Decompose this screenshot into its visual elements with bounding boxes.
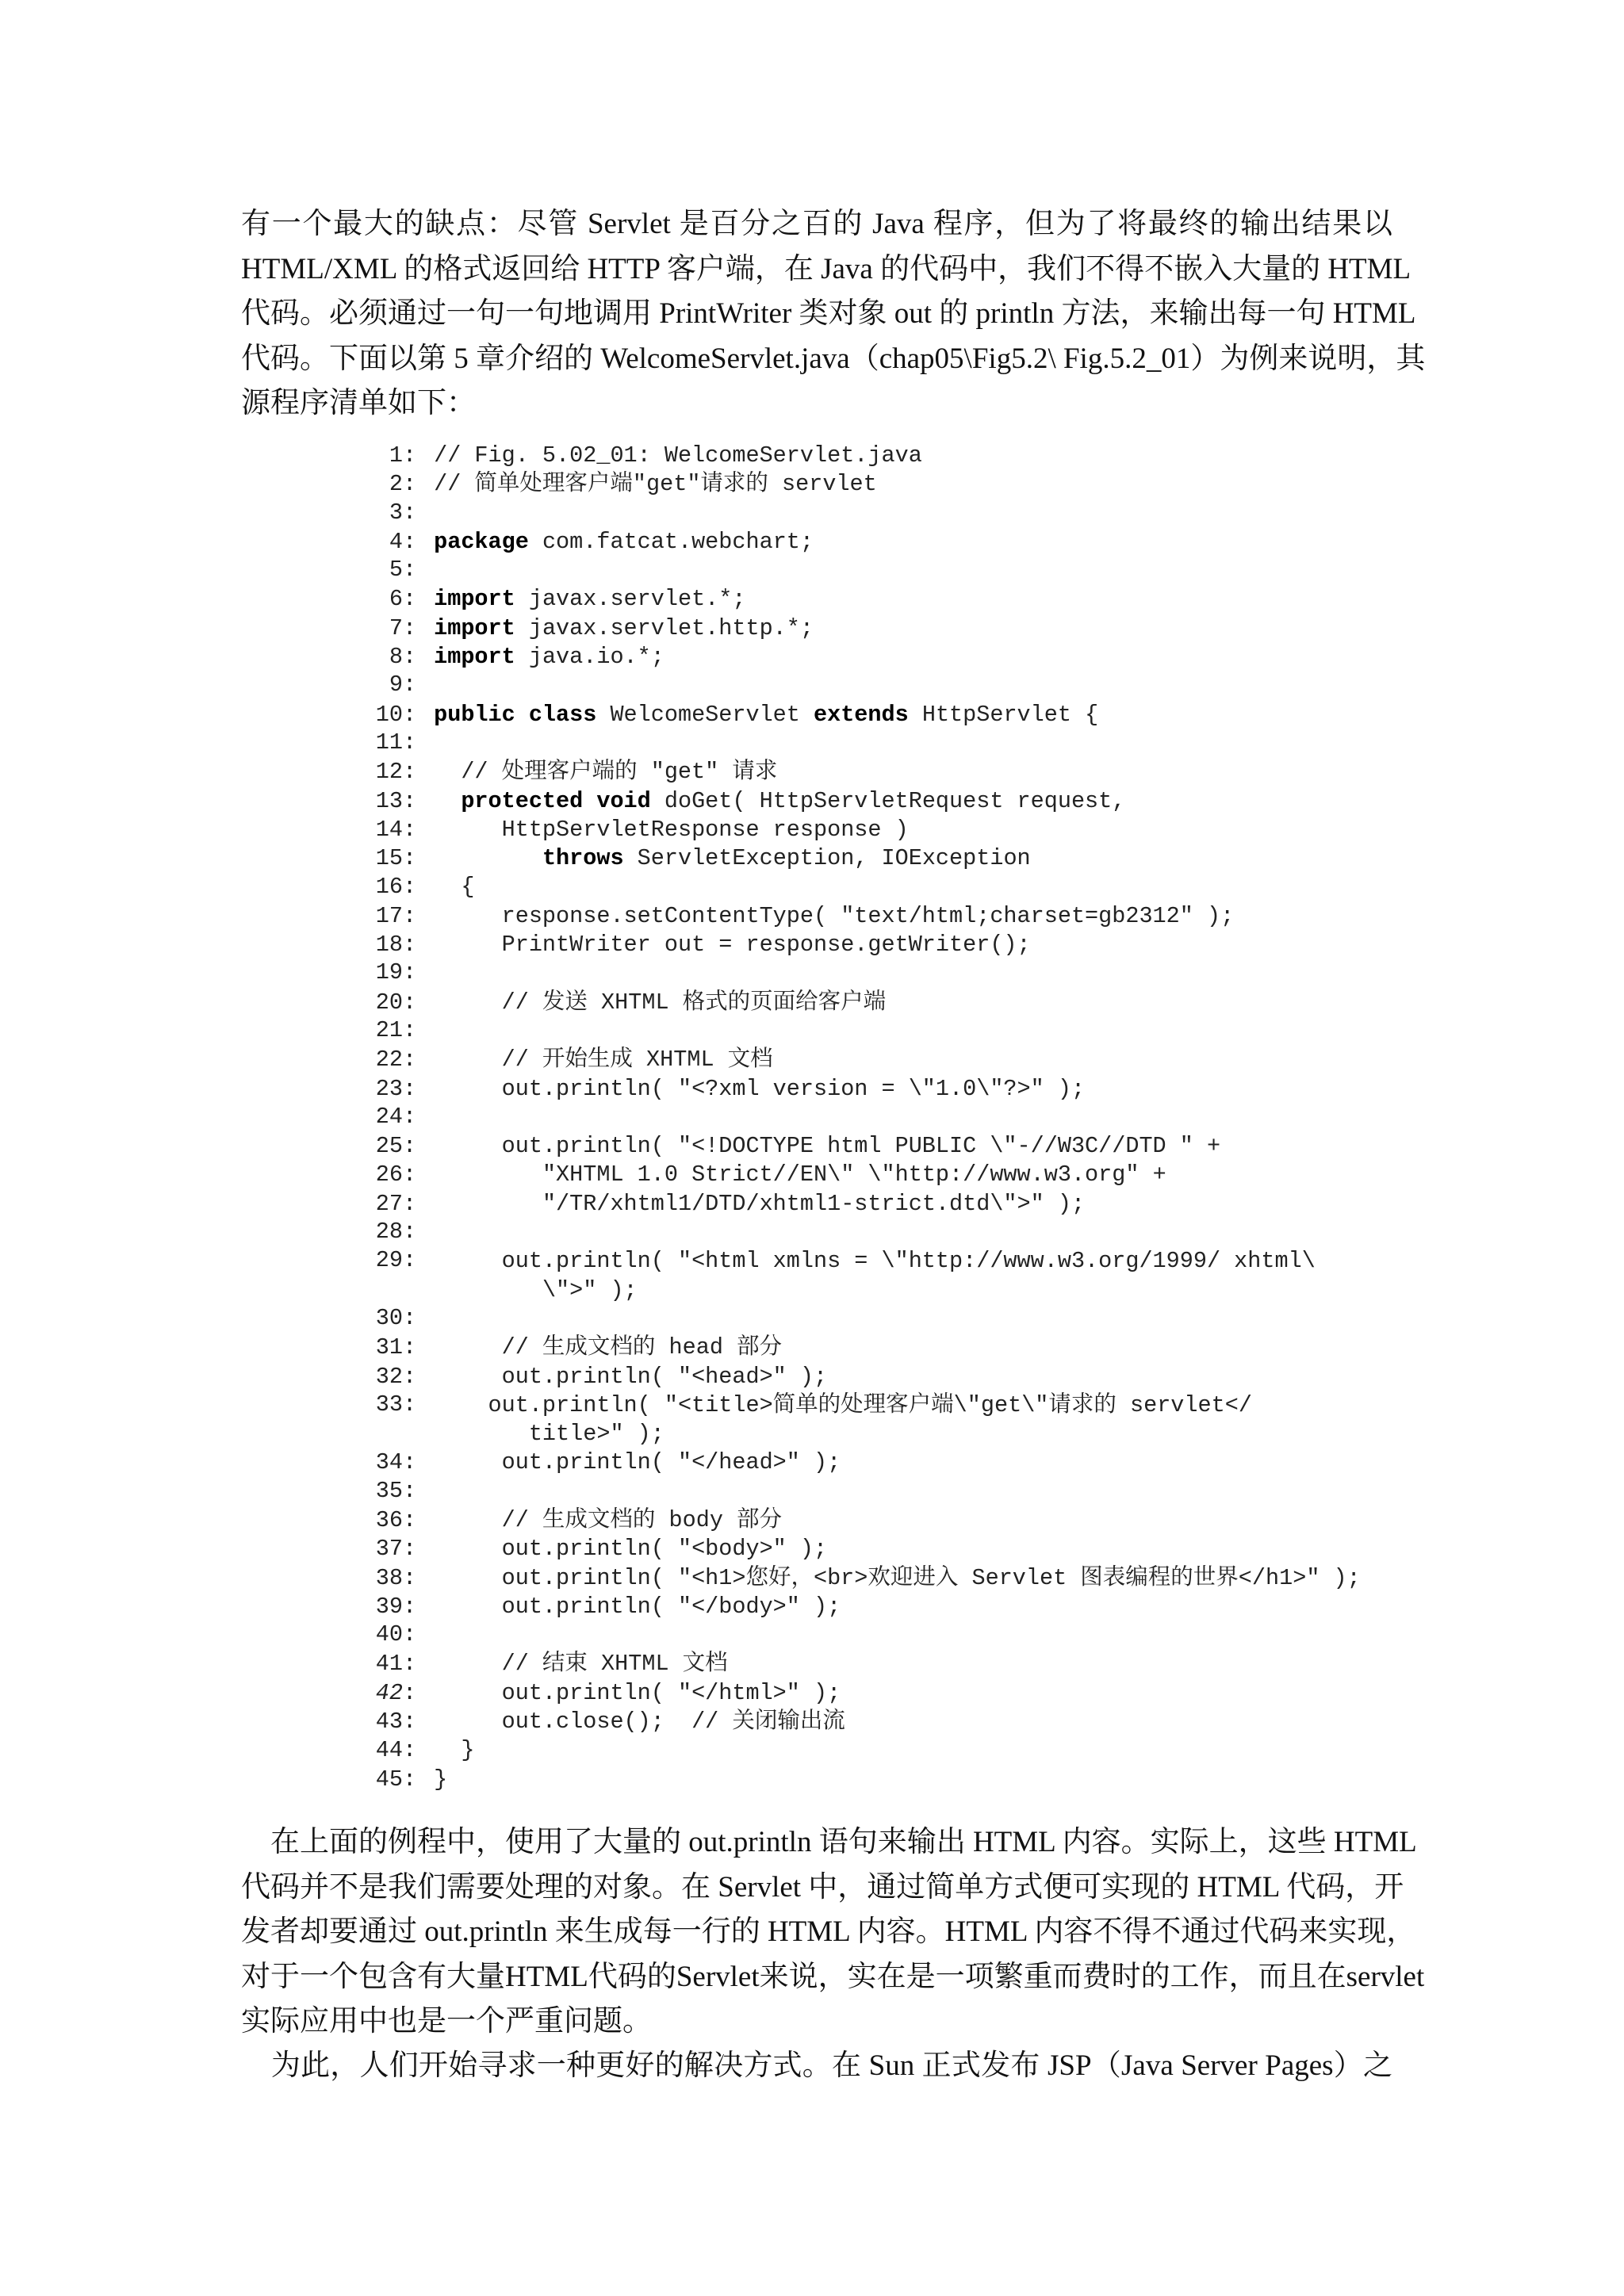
code-line <box>349 1535 1396 1563</box>
line-number-colon: : <box>403 1304 417 1331</box>
line-number: 10 <box>375 701 403 728</box>
line-number-colon: : <box>403 614 417 641</box>
line-number: 3 <box>389 499 403 526</box>
code-keyword: protected void <box>461 787 651 814</box>
line-number-colon: : <box>403 701 417 728</box>
line-number: 21 <box>375 1016 403 1043</box>
code-line <box>349 758 1396 786</box>
line-number: 18 <box>375 932 403 959</box>
code-content: out.println( "<head>" ); <box>420 1363 828 1390</box>
code-content: // 简单处理客户端"get"请求的 servlet <box>420 471 877 498</box>
line-number-colon: : <box>403 644 417 671</box>
code-line <box>349 1247 1396 1305</box>
code-line <box>349 470 1396 499</box>
line-number-colon: : <box>403 959 417 986</box>
code-line <box>349 1506 1396 1535</box>
code-line <box>349 1104 1396 1132</box>
code-content: out.close(); // 关闭输出流 <box>420 1709 845 1735</box>
code-line <box>349 1391 1396 1449</box>
code-text <box>420 1334 782 1362</box>
line-number: 30 <box>375 1304 403 1331</box>
code-text <box>420 701 1098 729</box>
line-number-colon: : <box>403 845 417 872</box>
code-content: out.println( "</body>" ); <box>420 1593 841 1620</box>
code-content: out.println( "<title>简单的处理客户端\"get\"请求的 servlet</ title>" ); <box>488 1391 1252 1448</box>
code-line <box>349 442 1396 470</box>
code-line <box>349 1075 1396 1104</box>
line-number-colon: : <box>403 557 417 584</box>
line-number-colon: : <box>403 1737 417 1764</box>
code-keyword: import <box>434 614 515 641</box>
line-number: 29 <box>375 1247 403 1274</box>
code-line <box>349 729 1396 758</box>
line-number: 35 <box>375 1477 403 1504</box>
code-content: } <box>420 1737 475 1764</box>
code-listing <box>349 442 1396 1794</box>
code-text <box>420 931 1031 959</box>
line-number: 41 <box>375 1651 403 1678</box>
line-number: 16 <box>375 874 403 901</box>
code-line <box>349 873 1396 901</box>
line-number: 31 <box>375 1334 403 1361</box>
code-text <box>420 1506 782 1535</box>
code-keyword: import <box>434 644 515 671</box>
code-text <box>420 1535 827 1563</box>
code-text <box>420 470 877 499</box>
line-number: 38 <box>375 1564 403 1591</box>
code-text <box>420 902 1234 931</box>
discussion-line: 发者却要通过 out.println 来生成每一行的 HTML 内容。HTML 内容不得不通过代码来实现， <box>241 1915 1416 1948</box>
code-line <box>349 1564 1396 1593</box>
line-number-colon: : <box>403 1103 417 1130</box>
line-number: 11 <box>375 729 403 756</box>
line-number: 9 <box>389 672 403 698</box>
code-line <box>349 614 1396 643</box>
code-line <box>349 557 1396 585</box>
line-number: 20 <box>375 989 403 1016</box>
code-content: // 开始生成 XHTML 文档 <box>420 1047 773 1073</box>
line-number-colon: : <box>403 1477 417 1504</box>
line-number-colon: : <box>403 1709 417 1735</box>
code-text <box>420 816 909 844</box>
code-content: java.io.*; <box>515 644 665 671</box>
code-content: javax.servlet.http.*; <box>515 614 814 641</box>
code-line <box>349 1679 1396 1708</box>
intro-line: 代码。下面以第 5 章介绍的 WelcomeServlet.java（chap05\Fig5.2\ Fig.5.2_01）为例来说明，其 <box>241 342 1426 375</box>
line-number-colon: : <box>403 759 417 786</box>
line-number-colon: : <box>403 471 417 498</box>
code-text <box>420 1161 1166 1189</box>
line-number: 44 <box>375 1737 403 1764</box>
line-number-colon: : <box>403 1651 417 1678</box>
code-content: response.setContentType( "text/html;charset=gb2312" ); <box>420 902 1235 929</box>
line-number-colon: : <box>403 1247 417 1274</box>
code-content: "/TR/xhtml1/DTD/xhtml1-strict.dtd\">" ); <box>420 1190 1086 1217</box>
code-text <box>420 585 745 614</box>
code-line <box>349 1219 1396 1247</box>
line-number: 34 <box>375 1449 403 1476</box>
code-line <box>349 1305 1396 1334</box>
code-line <box>349 816 1396 844</box>
code-text <box>420 1679 841 1708</box>
code-content: HttpServletResponse response ) <box>420 816 909 843</box>
line-number-colon: : <box>403 528 417 555</box>
line-number: 24 <box>375 1103 403 1130</box>
code-text <box>420 614 814 643</box>
code-content: com.fatcat.webchart; <box>528 528 814 555</box>
code-content: } <box>420 1766 448 1793</box>
code-content: out.println( "<h1>您好，<br>欢迎进入 Servlet 图表编程的世界</h1>" ); <box>420 1564 1361 1591</box>
line-number-colon: : <box>403 442 417 469</box>
code-text <box>420 1708 845 1736</box>
line-number-colon: : <box>403 902 417 929</box>
line-number: 32 <box>375 1363 403 1390</box>
line-number-colon: : <box>403 787 417 814</box>
code-line <box>349 1132 1396 1161</box>
line-number: 36 <box>375 1506 403 1533</box>
line-number: 2 <box>389 471 403 498</box>
code-text <box>420 1190 1085 1219</box>
code-text <box>420 1766 447 1794</box>
code-text <box>420 1564 1361 1593</box>
code-content: out.println( "</html>" ); <box>420 1679 841 1706</box>
code-text <box>420 442 922 470</box>
code-text <box>420 1247 1316 1305</box>
line-number: 7 <box>389 614 403 641</box>
discussion-line: 对于一个包含有大量HTML代码的Servlet来说，实在是一项繁重而费时的工作，而且在servlet <box>241 1960 1425 1993</box>
code-keyword: package <box>434 528 529 555</box>
code-line <box>349 931 1396 959</box>
code-line <box>349 643 1396 672</box>
code-text <box>420 1593 841 1621</box>
line-number-colon: : <box>403 1564 417 1591</box>
code-text <box>420 758 777 786</box>
line-number: 40 <box>375 1621 403 1648</box>
discussion-line: 实际应用中也是一个严重问题。 <box>241 2005 652 2038</box>
code-content: javax.servlet.*; <box>515 586 746 613</box>
line-number-colon: : <box>403 1190 417 1217</box>
line-number-colon: : <box>403 1075 417 1102</box>
line-number: 6 <box>389 586 403 613</box>
line-number-colon: : <box>403 1363 417 1390</box>
code-line <box>349 1046 1396 1074</box>
code-content: out.println( "<?xml version = \"1.0\"?>" ); <box>420 1075 1086 1102</box>
code-line <box>349 844 1396 873</box>
code-text <box>420 1448 841 1477</box>
line-number-colon: : <box>403 1334 417 1361</box>
code-text <box>420 1391 1252 1449</box>
line-number-colon: : <box>403 1766 417 1793</box>
code-content: // 生成文档的 head 部分 <box>420 1334 783 1361</box>
code-text <box>420 989 886 1017</box>
line-number: 27 <box>375 1190 403 1217</box>
code-keyword: throws <box>542 845 624 872</box>
next-paragraph <box>241 2044 1392 2089</box>
code-content: PrintWriter out = response.getWriter(); <box>420 932 1031 959</box>
line-number-colon: : <box>403 1506 417 1533</box>
line-number-colon: : <box>403 729 417 756</box>
code-content: // 发送 XHTML 格式的页面给客户端 <box>420 989 887 1016</box>
code-line <box>349 989 1396 1017</box>
code-line <box>349 1766 1396 1794</box>
line-number-colon: : <box>403 1016 417 1043</box>
code-line <box>349 1190 1396 1219</box>
code-keyword: extends <box>814 701 909 728</box>
line-number-colon: : <box>403 1536 417 1563</box>
code-line <box>349 1363 1396 1391</box>
line-number-colon: : <box>403 989 417 1016</box>
code-line <box>349 959 1396 988</box>
line-number: 43 <box>375 1709 403 1735</box>
intro-paragraph <box>241 202 1426 427</box>
line-number: 19 <box>375 959 403 986</box>
line-number: 33 <box>375 1391 403 1418</box>
code-content: { <box>420 874 475 901</box>
code-text <box>420 643 665 672</box>
code-line <box>349 1621 1396 1650</box>
code-content: HttpServlet { <box>908 701 1099 728</box>
code-content: out.println( "</head>" ); <box>420 1449 841 1476</box>
code-line <box>349 1708 1396 1736</box>
code-line <box>349 1161 1396 1189</box>
code-content: out.println( "<!DOCTYPE html PUBLIC \"-//W3C//DTD " + <box>420 1133 1221 1160</box>
code-content: out.println( "<html xmlns = \"http://www.w3.org/1999/ xhtml\ \">" ); <box>501 1248 1316 1303</box>
line-number-colon: : <box>403 1621 417 1648</box>
code-text <box>420 1075 1085 1104</box>
line-number-colon: : <box>403 874 417 901</box>
line-number: 37 <box>375 1536 403 1563</box>
line-number: 17 <box>375 902 403 929</box>
code-line <box>349 1448 1396 1477</box>
code-content: // 结束 XHTML 文档 <box>420 1651 728 1678</box>
line-number: 8 <box>389 644 403 671</box>
line-number: 15 <box>375 845 403 872</box>
line-number: 1 <box>389 442 403 469</box>
line-number-colon: : <box>403 586 417 613</box>
code-line <box>349 672 1396 700</box>
line-number: 4 <box>389 528 403 555</box>
code-text <box>420 1650 728 1678</box>
discussion-paragraph <box>241 1820 1425 2045</box>
next-line: 为此，人们开始寻求一种更好的解决方式。在 Sun 正式发布 JSP（Java Server Pages）之 <box>241 2049 1392 2082</box>
line-number: 42 <box>375 1679 403 1706</box>
intro-line: 源程序清单如下： <box>241 387 476 419</box>
code-content: // Fig. 5.02_01: WelcomeServlet.java <box>420 442 922 469</box>
line-number: 23 <box>375 1075 403 1102</box>
line-number-colon: : <box>403 1047 417 1073</box>
line-number-colon: : <box>403 1593 417 1620</box>
line-number-colon: : <box>403 499 417 526</box>
code-line <box>349 1650 1396 1678</box>
line-number-colon: : <box>403 816 417 843</box>
code-line <box>349 1478 1396 1506</box>
code-content: // 处理客户端的 "get" 请求 <box>420 759 778 786</box>
code-keyword: public class <box>434 701 597 728</box>
code-text <box>420 1046 773 1074</box>
code-text <box>420 873 474 901</box>
code-line <box>349 1334 1396 1362</box>
code-line <box>349 701 1396 729</box>
line-number-colon: : <box>403 1679 417 1706</box>
line-number: 39 <box>375 1593 403 1620</box>
code-line <box>349 1593 1396 1621</box>
line-number-colon: : <box>403 1449 417 1476</box>
line-number-colon: : <box>403 1391 417 1418</box>
line-number: 25 <box>375 1133 403 1160</box>
code-content: doGet( HttpServletRequest request, <box>650 787 1126 814</box>
code-content: out.println( "<body>" ); <box>420 1536 828 1563</box>
line-number: 14 <box>375 816 403 843</box>
code-line <box>349 585 1396 614</box>
line-number-colon: : <box>403 932 417 959</box>
line-number: 45 <box>375 1766 403 1793</box>
code-line <box>349 1736 1396 1765</box>
code-line <box>349 902 1396 931</box>
code-text <box>420 844 1031 873</box>
line-number: 13 <box>375 787 403 814</box>
line-number: 5 <box>389 557 403 584</box>
code-line <box>349 1017 1396 1046</box>
line-number-colon: : <box>403 1161 417 1188</box>
code-text <box>420 1132 1220 1161</box>
code-line <box>349 499 1396 528</box>
code-text <box>420 1363 827 1391</box>
intro-line: HTML/XML 的格式返回给 HTTP 客户端，在 Java 的代码中，我们不得不嵌入大量的 HTML <box>241 252 1411 285</box>
code-line <box>349 787 1396 816</box>
line-number-colon: : <box>403 672 417 698</box>
line-number: 28 <box>375 1219 403 1246</box>
intro-line: 代码。必须通过一句一句地调用 PrintWriter 类对象 out 的 println 方法，来输出每一句 HTML <box>241 297 1416 330</box>
line-number: 12 <box>375 759 403 786</box>
code-text <box>420 787 1125 816</box>
code-content: "XHTML 1.0 Strict//EN\" \"http://www.w3.org" + <box>420 1161 1166 1188</box>
discussion-line: 代码并不是我们需要处理的对象。在 Servlet 中，通过简单方式便可实现的 HTML 代码，开 <box>241 1870 1404 1904</box>
code-keyword: import <box>434 586 515 613</box>
code-content: WelcomeServlet <box>596 701 814 728</box>
discussion-line: 在上面的例程中，使用了大量的 out.println 语句来输出 HTML 内容。实际上，这些 HTML <box>241 1826 1417 1858</box>
line-number: 22 <box>375 1047 403 1073</box>
line-number-colon: : <box>403 1219 417 1246</box>
code-line <box>349 528 1396 557</box>
line-number-colon: : <box>403 1133 417 1160</box>
intro-line: 有一个最大的缺点：尽管 Servlet 是百分之百的 Java 程序，但为了将最终的输出结果以 <box>241 208 1392 240</box>
code-text <box>420 528 814 557</box>
code-text <box>420 1736 474 1765</box>
code-content: ServletException, IOException <box>623 845 1031 872</box>
line-number: 26 <box>375 1161 403 1188</box>
code-content: // 生成文档的 body 部分 <box>420 1506 783 1533</box>
